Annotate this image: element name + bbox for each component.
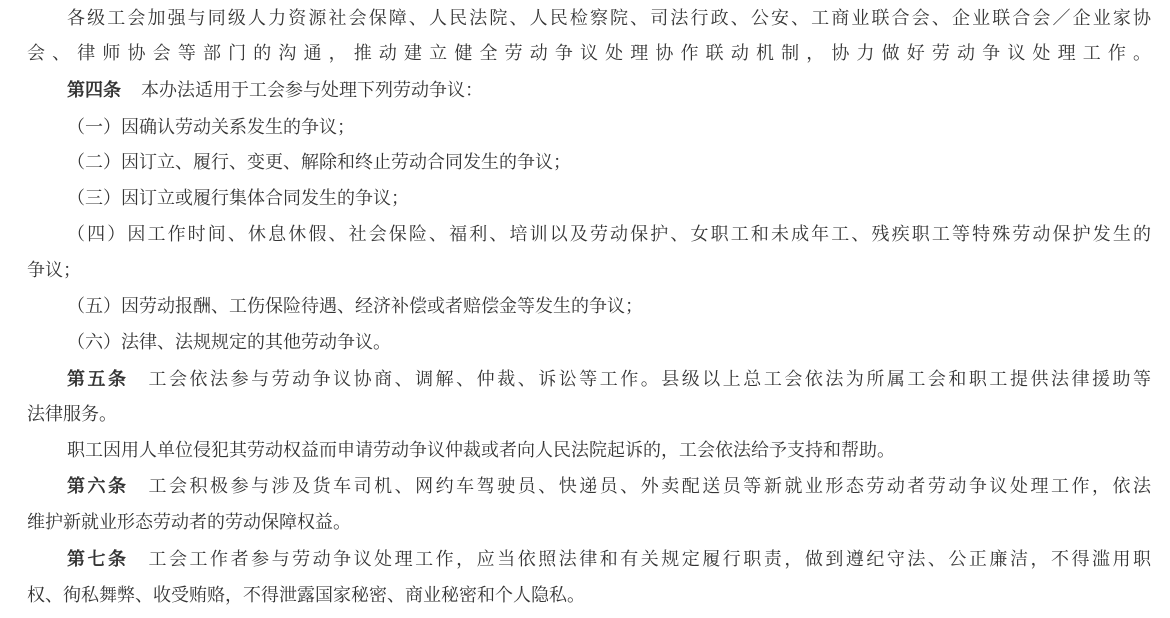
- line-text: 职工因用人单位侵犯其劳动权益而申请劳动争议仲裁或者向人民法院起诉的，工会依法给予支持和帮助。: [67, 440, 895, 461]
- line-text: 各级工会加强与同级人力资源社会保障、人民法院、人民检察院、司法行政、公安、工商业联合会、企业联合会／企业家协: [67, 8, 1151, 29]
- line-text: 工会积极参与涉及货车司机、网约车驾驶员、快递员、外卖配送员等新就业形态劳动者劳动争议处理工作，依法: [148, 476, 1151, 497]
- list-item: [67, 181, 409, 217]
- line-text: （四）因工作时间、休息休假、社会保险、福利、培训以及劳动保护、女职工和未成年工、残疾职工等特殊劳动保护发生的: [67, 224, 1151, 245]
- paragraph-line: [67, 1, 1151, 37]
- line-text: 维护新就业形态劳动者的劳动保障权益。: [27, 512, 351, 533]
- article-6-heading-line: [67, 469, 1151, 505]
- article-label: 第六条: [67, 476, 129, 497]
- line-text: （二）因订立、履行、变更、解除和终止劳动合同发生的争议；: [67, 152, 571, 173]
- line-text: （五）因劳动报酬、工伤保险待遇、经济补偿或者赔偿金等发生的争议；: [67, 296, 643, 317]
- article-label: 第四条: [67, 80, 121, 101]
- article-5-heading-line: [67, 362, 1151, 398]
- line-text: 争议；: [27, 260, 81, 281]
- article-7-heading-line: [67, 542, 1151, 578]
- article-label: 第五条: [67, 369, 129, 390]
- paragraph-line: [27, 36, 1151, 72]
- list-item: [67, 145, 571, 181]
- article-label: 第七条: [67, 549, 129, 570]
- list-item: [67, 289, 643, 325]
- list-item-continuation: [27, 253, 81, 289]
- list-item: [67, 110, 355, 146]
- paragraph-line: [67, 433, 895, 469]
- line-text: 工会依法参与劳动争议协商、调解、仲裁、诉讼等工作。县级以上总工会依法为所属工会和职工提供法律援助等: [148, 369, 1151, 390]
- list-item: [67, 325, 391, 361]
- paragraph-line: [27, 397, 117, 433]
- line-text: 权、徇私舞弊、收受贿赂，不得泄露国家秘密、商业秘密和个人隐私。: [27, 585, 585, 606]
- line-text: 会、律师协会等部门的沟通，推动建立健全劳动争议处理协作联动机制，协力做好劳动争议处理工作。: [27, 43, 1151, 64]
- line-text: 工会工作者参与劳动争议处理工作，应当依照法律和有关规定履行职责，做到遵纪守法、公正廉洁，不得滥用职: [148, 549, 1151, 570]
- paragraph-line: [27, 578, 585, 614]
- line-text: （一）因确认劳动关系发生的争议；: [67, 117, 355, 138]
- line-text: 法律服务。: [27, 404, 117, 425]
- list-item: [67, 217, 1151, 253]
- line-text: （三）因订立或履行集体合同发生的争议；: [67, 188, 409, 209]
- paragraph-line: [27, 505, 351, 541]
- article-4-heading-line: [67, 73, 483, 109]
- line-text: 本办法适用于工会参与处理下列劳动争议：: [141, 80, 483, 101]
- line-text: （六）法律、法规规定的其他劳动争议。: [67, 332, 391, 353]
